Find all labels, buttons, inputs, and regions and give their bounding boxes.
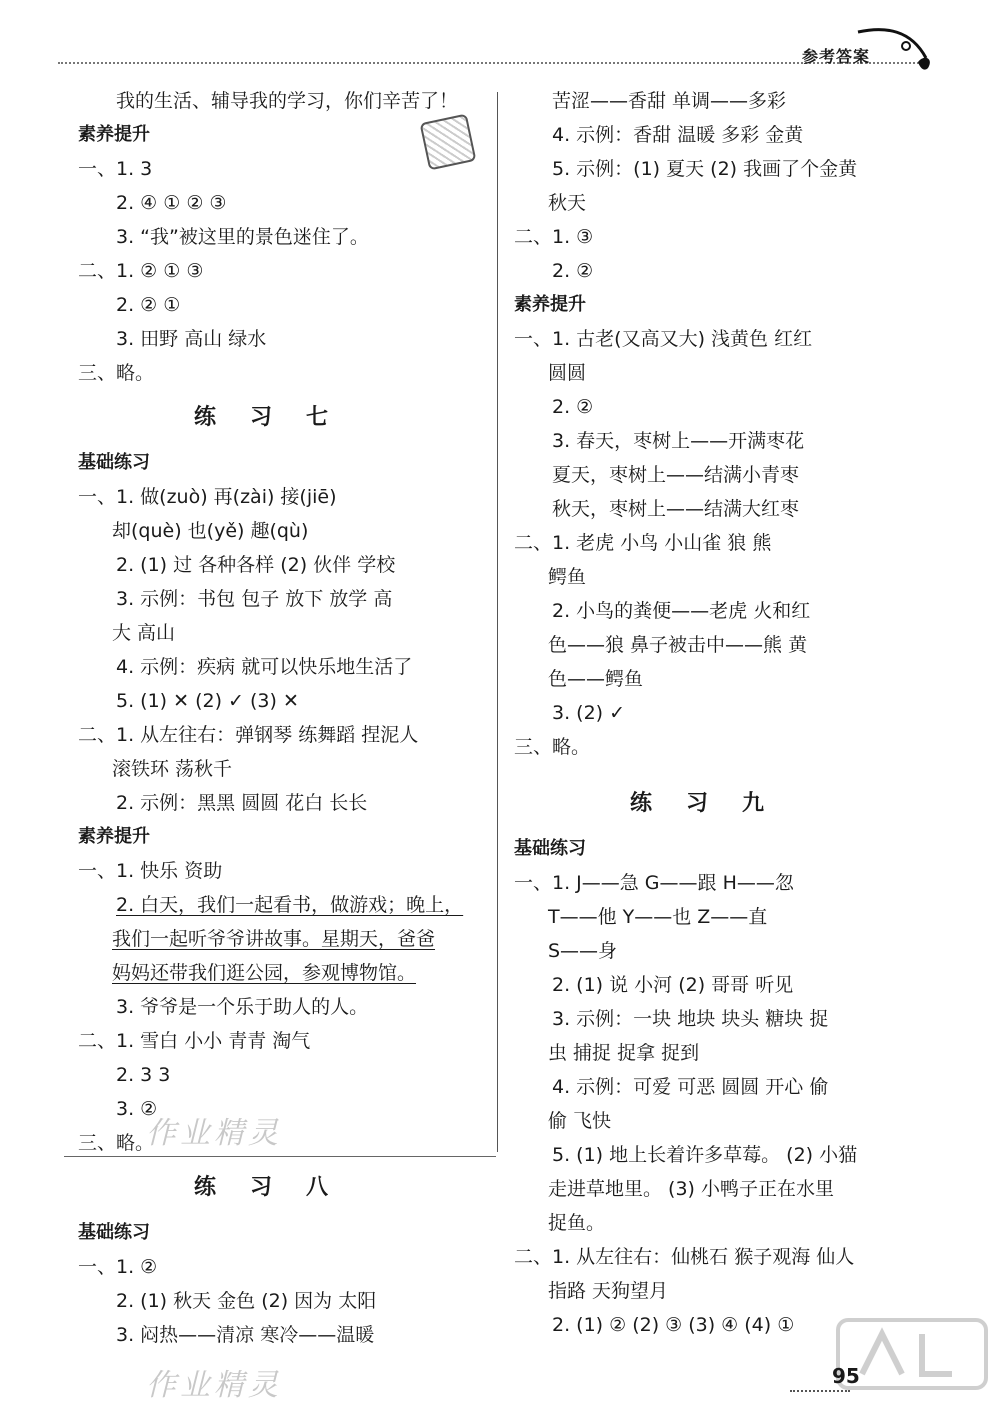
answer-line: 4. 示例：香甜 温暖 多彩 金黄	[552, 124, 804, 146]
answer-line: 一、1. J——急 G——跟 H——忽	[514, 872, 794, 894]
exercise-title: 练习九	[629, 791, 798, 816]
answer-line: 走进草地里。 (3) 小鸭子正在水里	[548, 1178, 834, 1200]
answer-line: 滚铁环 荡秋千	[112, 758, 233, 780]
answer-line: 2. ② ①	[116, 294, 181, 316]
answer-line: S——身	[548, 940, 618, 962]
answer-line: 鳄鱼	[548, 566, 587, 588]
answer-line: 二、1. ③	[514, 226, 594, 248]
answer-line: 妈妈还带我们逛公园，参观博物馆。	[112, 962, 417, 984]
watermark-text: 作业精灵	[146, 1368, 282, 1403]
header-dotted-rule	[58, 62, 926, 64]
answer-line: 2. 白天，我们一起看书，做游戏；晚上，	[116, 894, 464, 916]
exercise-title: 练习七	[193, 405, 362, 430]
answer-line: 3. (2) ✓	[552, 702, 626, 724]
answer-line: 4. 示例：可爱 可恶 圆圆 开心 偷	[552, 1076, 829, 1098]
answer-line: 4. 示例：疾病 就可以快乐地生活了	[116, 656, 413, 678]
answer-line: 我们一起听爷爷讲故事。星期天，爸爸	[112, 928, 436, 950]
answer-line: 二、1. 老虎 小鸟 小山雀 狼 熊	[514, 532, 772, 554]
answer-line: 却(què) 也(yě) 趣(qù)	[112, 520, 309, 542]
footer-dotted-rule	[790, 1390, 850, 1392]
section-heading: 素养提升	[78, 826, 150, 847]
answer-line: 5. (1) ✕ (2) ✓ (3) ✕	[116, 690, 299, 712]
answer-line: 三、略。	[78, 1132, 155, 1154]
answer-line: 偷 飞快	[548, 1110, 612, 1132]
answer-line: 3. 示例：书包 包子 放下 放学 高	[116, 588, 393, 610]
answer-line: 2. (1) ② (2) ③ (3) ④ (4) ①	[552, 1314, 795, 1336]
section-heading: 素养提升	[514, 294, 586, 315]
answer-line: 秋天	[548, 192, 587, 214]
answer-line: 二、1. 从左往右：弹钢琴 练舞蹈 捏泥人	[78, 724, 419, 746]
answer-line: 2. (1) 秋天 金色 (2) 因为 太阳	[116, 1290, 377, 1312]
answer-line: 2. ④ ① ② ③	[116, 192, 227, 214]
answer-line: 一、1. 3	[78, 158, 153, 180]
answer-line: 一、1. 做(zuò) 再(zài) 接(jiē)	[78, 486, 337, 508]
answer-line: 虫 捕捉 捉拿 捉到	[548, 1042, 700, 1064]
answer-line: 3. 示例：一块 地块 块头 糖块 捉	[552, 1008, 829, 1030]
answer-line: 一、1. ②	[78, 1256, 158, 1278]
watermark-text: 作业精灵	[146, 1116, 282, 1151]
header-title: 参考答案	[801, 47, 870, 66]
answer-line: 5. (1) 地上长着许多草莓。 (2) 小猫	[552, 1144, 858, 1166]
answer-line: 圆圆	[548, 362, 587, 384]
exercise-title: 练习八	[193, 1175, 362, 1200]
answer-line: 我的生活、辅导我的学习，你们辛苦了！	[116, 90, 459, 112]
answer-line: 2. ②	[552, 396, 594, 418]
answer-line: 捉鱼。	[548, 1212, 606, 1234]
section-heading: 基础练习	[78, 1222, 150, 1243]
answer-line: 色——狼 鼻子被击中——熊 黄	[548, 634, 808, 656]
right-column	[514, 84, 914, 1342]
answer-line: 2. ②	[552, 260, 594, 282]
answer-line: 苦涩——香甜 单调——多彩	[552, 90, 787, 112]
answer-line: 3. 爷爷是一个乐于助人的人。	[116, 996, 369, 1018]
column-divider	[497, 92, 498, 1152]
answer-line: 3. “我”被这里的景色迷住了。	[116, 226, 369, 248]
answer-line: 指路 天狗望月	[548, 1280, 669, 1302]
answer-line: 2. (1) 说 小河 (2) 哥哥 听见	[552, 974, 794, 996]
answer-line: 三、略。	[78, 362, 155, 384]
left-column	[78, 84, 478, 1352]
answer-line: 3. 田野 高山 绿水	[116, 328, 267, 350]
answer-line: 3. 春天，枣树上——开满枣花	[552, 430, 805, 452]
answer-line: 大 高山	[112, 622, 176, 644]
section-heading: 基础练习	[78, 452, 150, 473]
answer-line: 3. ②	[116, 1098, 158, 1120]
section-heading: 基础练习	[514, 838, 586, 859]
answer-line: 2. (1) 过 各种各样 (2) 伙伴 学校	[116, 554, 396, 576]
answer-line: 2. 3 3	[116, 1064, 171, 1086]
answer-line: 二、1. ② ① ③	[78, 260, 204, 282]
answer-line: 二、1. 从左往右：仙桃石 猴子观海 仙人	[514, 1246, 855, 1268]
answer-line: 2. 小鸟的粪便——老虎 火和红	[552, 600, 811, 622]
answer-line: 2. 示例：黑黑 圆圆 花白 长长	[116, 792, 368, 814]
answer-line: 3. 闷热——清凉 寒冷——温暖	[116, 1324, 375, 1346]
answer-line: 色——鳄鱼	[548, 668, 644, 690]
answer-line: T——他 Y——也 Z——直	[548, 906, 768, 928]
page-header	[0, 0, 1000, 80]
swoosh-icon	[856, 18, 936, 78]
answer-line: 秋天，枣树上——结满大红枣	[552, 498, 800, 520]
section-heading: 素养提升	[78, 124, 150, 145]
answer-line: 二、1. 雪白 小小 青青 淘气	[78, 1030, 311, 1052]
answer-line: 一、1. 古老(又高又大) 浅黄色 红红	[514, 328, 813, 350]
answer-line: 5. 示例：(1) 夏天 (2) 我画了个金黄	[552, 158, 858, 180]
answer-line: 一、1. 快乐 资助	[78, 860, 223, 882]
page-number: 95	[832, 1364, 860, 1388]
answer-line: 夏天，枣树上——结满小青枣	[552, 464, 800, 486]
answer-line: 三、略。	[514, 736, 591, 758]
